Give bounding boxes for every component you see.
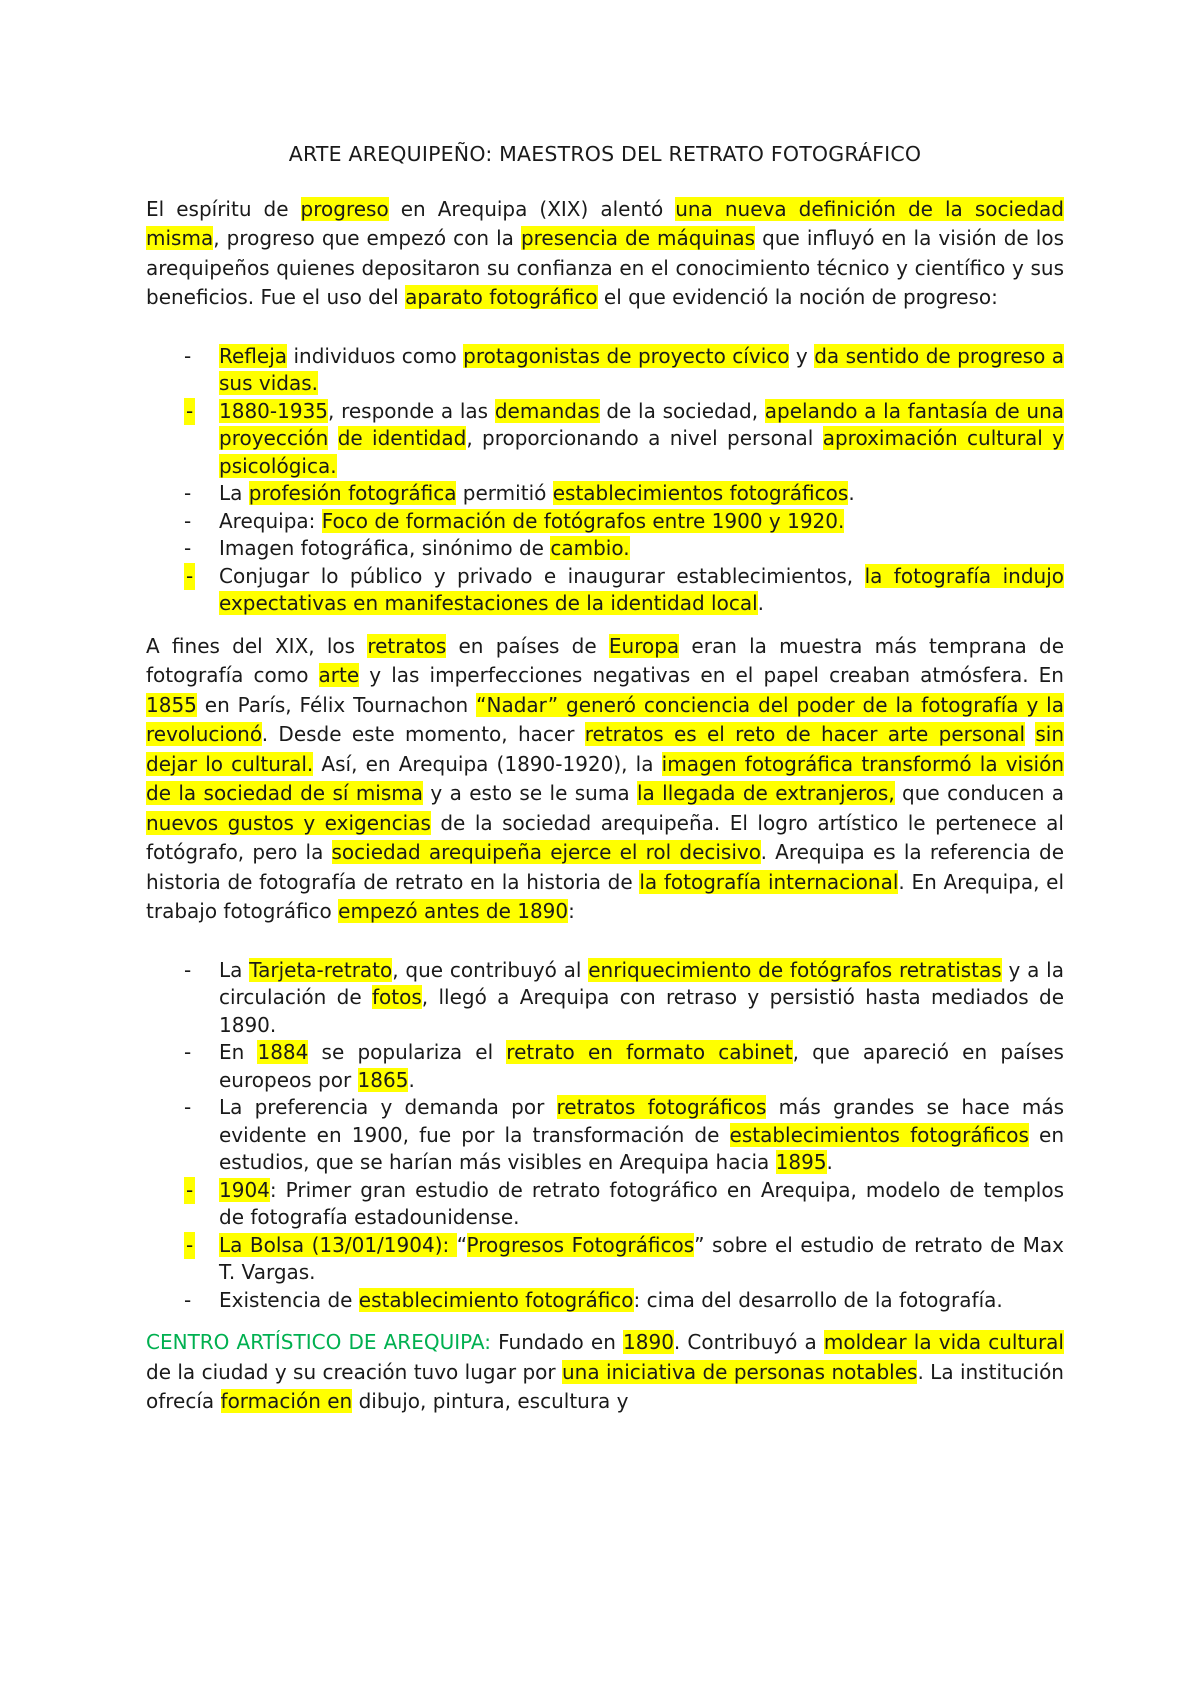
list-item — [146, 563, 1064, 618]
dash-bullet: - — [184, 1040, 192, 1064]
text-run: . Desde este momento, hacer — [261, 722, 585, 746]
text-run: el que evidenció la noción de progreso: — [597, 285, 998, 309]
text-run: y a la circulación de — [219, 957, 1064, 1009]
highlighted-text: sociedad arequipeña ejerce el rol decisivo — [331, 840, 761, 864]
text-run: . — [408, 1067, 415, 1092]
highlighted-text: “Nadar” generó conciencia del poder de la fotografía y la revolucionó — [146, 692, 1064, 746]
highlighted-text: retratos — [367, 633, 447, 658]
spacer — [146, 313, 1064, 343]
highlighted-text: 1865 — [357, 1067, 409, 1092]
text-run: Existencia de — [219, 1287, 359, 1312]
text-run: , que apareció en países europeos por — [219, 1040, 1064, 1092]
text-run: de la ciudad y su creación tuvo lugar por — [146, 1359, 562, 1384]
highlighted-text: progreso — [300, 196, 389, 221]
spacer — [146, 1314, 1064, 1328]
dash-bullet: - — [184, 1177, 195, 1205]
highlighted-text: apelando a la fantasía de una proyección — [219, 398, 1064, 450]
dash-bullet: - — [184, 563, 195, 591]
text-run: Imagen fotográfica, sinónimo de — [219, 536, 551, 560]
text-run: en estudios, que se harían más visibles en Arequipa hacia — [219, 1122, 1064, 1174]
dash-bullet: - — [184, 481, 192, 505]
text-run: de la sociedad arequipeña. El logro artístico le pertenece al fotógrafo, pero la — [146, 810, 1064, 864]
text-run — [1025, 722, 1035, 746]
text-run: A fines del XIX, los — [146, 633, 368, 658]
document-page — [146, 140, 1064, 1417]
intro-paragraph — [146, 195, 1064, 313]
document-title: ARTE AREQUIPEÑO: MAESTROS DEL RETRATO FOTOGRÁFICO — [288, 142, 922, 166]
highlighted-text: La Bolsa (13/01/1904): — [219, 1232, 457, 1257]
highlighted-text: da sentido de progreso a sus vidas. — [219, 343, 1064, 395]
europe-paragraph — [146, 632, 1064, 927]
highlighted-text: Tarjeta-retrato — [249, 957, 393, 982]
text-run: Arequipa: — [219, 508, 322, 533]
list-item — [146, 1177, 1064, 1232]
text-run: En — [219, 1040, 258, 1064]
dash-bullet: - — [184, 508, 192, 533]
highlighted-text: protagonistas de proyecto cívico — [463, 343, 790, 368]
highlighted-text: moldear la vida cultural — [823, 1330, 1064, 1354]
text-run: ” sobre el estudio de retrato de Max T. Vargas. — [219, 1232, 1064, 1284]
highlighted-text: empezó antes de 1890 — [338, 899, 569, 923]
highlighted-text: Foco de formación de fotógrafos entre 1900 y 1920. — [321, 508, 845, 533]
highlighted-text: 1890 — [623, 1330, 674, 1354]
text-run: eran la muestra más temprana de fotografía como — [146, 633, 1065, 687]
text-run: , responde a las — [328, 398, 495, 423]
text-run: . Contribuyó a — [673, 1330, 824, 1354]
text-run: en países de — [446, 633, 609, 658]
text-run: Conjugar lo público y privado e inaugurar establecimientos, — [219, 563, 865, 588]
text-run: . — [757, 591, 764, 615]
text-run: y a esto se le suma — [423, 781, 637, 805]
highlighted-text: 1855 — [146, 692, 197, 717]
spacer — [146, 618, 1064, 632]
dash-bullet: - — [184, 1232, 195, 1260]
highlighted-text: Refleja — [219, 343, 288, 368]
highlighted-text: retratos es el reto de hacer arte personal — [584, 722, 1026, 746]
text-run: más grandes se hace más evidente en 1900, fue por la transformación de — [219, 1095, 1064, 1147]
text-run: Fundado en — [490, 1330, 624, 1354]
text-run: y — [789, 343, 815, 368]
spacer — [146, 927, 1064, 957]
text-run: dibujo, pintura, escultura y — [352, 1389, 629, 1413]
highlighted-text: fotos — [371, 985, 422, 1009]
highlighted-text: aproximación cultural y psicológica. — [219, 426, 1064, 478]
dash-bullet: - — [184, 1095, 192, 1119]
list-item — [146, 480, 1064, 508]
highlighted-text: 1904 — [219, 1177, 270, 1202]
text-run: . — [826, 1150, 833, 1174]
highlighted-text: Europa — [608, 633, 680, 658]
highlighted-text: establecimientos fotográficos — [729, 1122, 1029, 1147]
text-run: Así, en Arequipa (1890-1920), la — [313, 751, 662, 776]
list-item — [146, 1232, 1064, 1287]
dash-bullet: - — [184, 957, 192, 982]
section-heading: CENTRO ARTÍSTICO DE AREQUIPA: — [146, 1330, 491, 1354]
list-item — [146, 1094, 1064, 1177]
highlighted-text: imagen fotográfica transformó la visión de la sociedad de sí misma — [146, 751, 1065, 805]
text-run: La — [219, 481, 249, 505]
highlighted-text: retratos fotográficos — [556, 1095, 767, 1119]
highlighted-text: establecimientos fotográficos — [552, 481, 849, 505]
text-run: “ — [456, 1232, 467, 1257]
highlighted-text: demandas — [494, 398, 600, 423]
text-run: , llegó a Arequipa con retraso y persistió hasta mediados de 1890. — [219, 985, 1065, 1037]
highlighted-text: sin dejar lo cultural. — [146, 722, 1065, 776]
text-run: . Arequipa es la referencia de historia de fotografía de retrato en la historia de — [146, 840, 1064, 894]
text-run: permitió — [456, 481, 553, 505]
highlighted-text: arte — [318, 663, 360, 687]
highlighted-text: una iniciativa de personas notables — [562, 1359, 918, 1384]
dash-bullet: - — [184, 1287, 192, 1312]
text-run: en París, Félix Tournachon — [196, 692, 477, 717]
text-run: . En Arequipa, el trabajo fotográfico — [146, 869, 1064, 923]
text-run: , que contribuyó al — [392, 957, 589, 982]
highlighted-text: profesión fotográfica — [248, 481, 457, 505]
highlighted-text: enriquecimiento de fotógrafos retratistas — [588, 957, 1002, 982]
list-item — [146, 535, 1064, 563]
text-run: se populariza el — [308, 1040, 507, 1064]
text-run: . La institución ofrecía — [146, 1359, 1064, 1413]
highlighted-text: Progresos Fotográficos — [466, 1232, 695, 1257]
text-run: : Primer gran estudio de retrato fotográfico en Arequipa, modelo de templos de fotografía estadounidense. — [219, 1177, 1064, 1229]
highlighted-text: retrato en formato cabinet — [506, 1040, 793, 1064]
text-run: en Arequipa (XIX) alentó — [388, 196, 676, 221]
list-item — [146, 398, 1064, 481]
highlighted-text: nuevos gustos y exigencias — [146, 810, 431, 835]
text-run: . — [848, 481, 855, 505]
text-run: La — [219, 957, 250, 982]
highlighted-text: una nueva definición de la sociedad misma — [146, 196, 1064, 250]
dash-bullet: - — [184, 343, 192, 368]
highlighted-text: presencia de máquinas — [520, 226, 756, 250]
dash-bullet: - — [184, 398, 195, 426]
highlighted-text: la llegada de extranjeros, — [636, 781, 895, 805]
highlighted-text: 1895 — [775, 1150, 827, 1174]
text-run: y las imperfecciones negativas en el papel creaban atmósfera. En — [359, 663, 1064, 687]
text-run: : cima del desarrollo de la fotografía. — [633, 1287, 1003, 1312]
highlighted-text: 1884 — [257, 1040, 309, 1064]
text-run: que influyó en la visión de los arequipeños quienes depositaron su confianza en el conocimiento técnico y científico y sus beneficios. Fue el uso del — [146, 226, 1064, 309]
highlighted-text: cambio. — [550, 536, 630, 560]
text-run — [328, 426, 337, 450]
text-run: : — [568, 899, 575, 923]
text-run: que conducen a — [894, 781, 1064, 805]
text-run: , proporcionando a nivel personal — [466, 426, 823, 450]
highlighted-text: 1880-1935 — [219, 398, 329, 423]
text-run: , progreso que empezó con la — [213, 226, 521, 250]
text-run: de la sociedad, — [599, 398, 765, 423]
highlighted-text: la fotografía indujo expectativas en manifestaciones de la identidad local — [219, 563, 1065, 615]
highlighted-text: aparato fotográfico — [405, 285, 598, 309]
progress-list — [146, 343, 1064, 618]
text-run: individuos como — [287, 343, 464, 368]
list-item — [146, 1287, 1064, 1315]
text-run: La preferencia y demanda por — [219, 1095, 557, 1119]
list-item — [146, 957, 1064, 1040]
highlighted-text: la fotografía internacional — [639, 869, 899, 894]
highlighted-text: de identidad — [337, 426, 467, 450]
portrait-list — [146, 957, 1064, 1315]
highlighted-text: formación en — [220, 1389, 353, 1413]
list-item — [146, 343, 1064, 398]
highlighted-text: establecimiento fotográfico — [358, 1287, 634, 1312]
dash-bullet: - — [184, 536, 192, 560]
centro-artistico-paragraph — [146, 1328, 1064, 1417]
list-item — [146, 508, 1064, 536]
list-item — [146, 1039, 1064, 1094]
text-run: El espíritu de — [146, 196, 301, 221]
